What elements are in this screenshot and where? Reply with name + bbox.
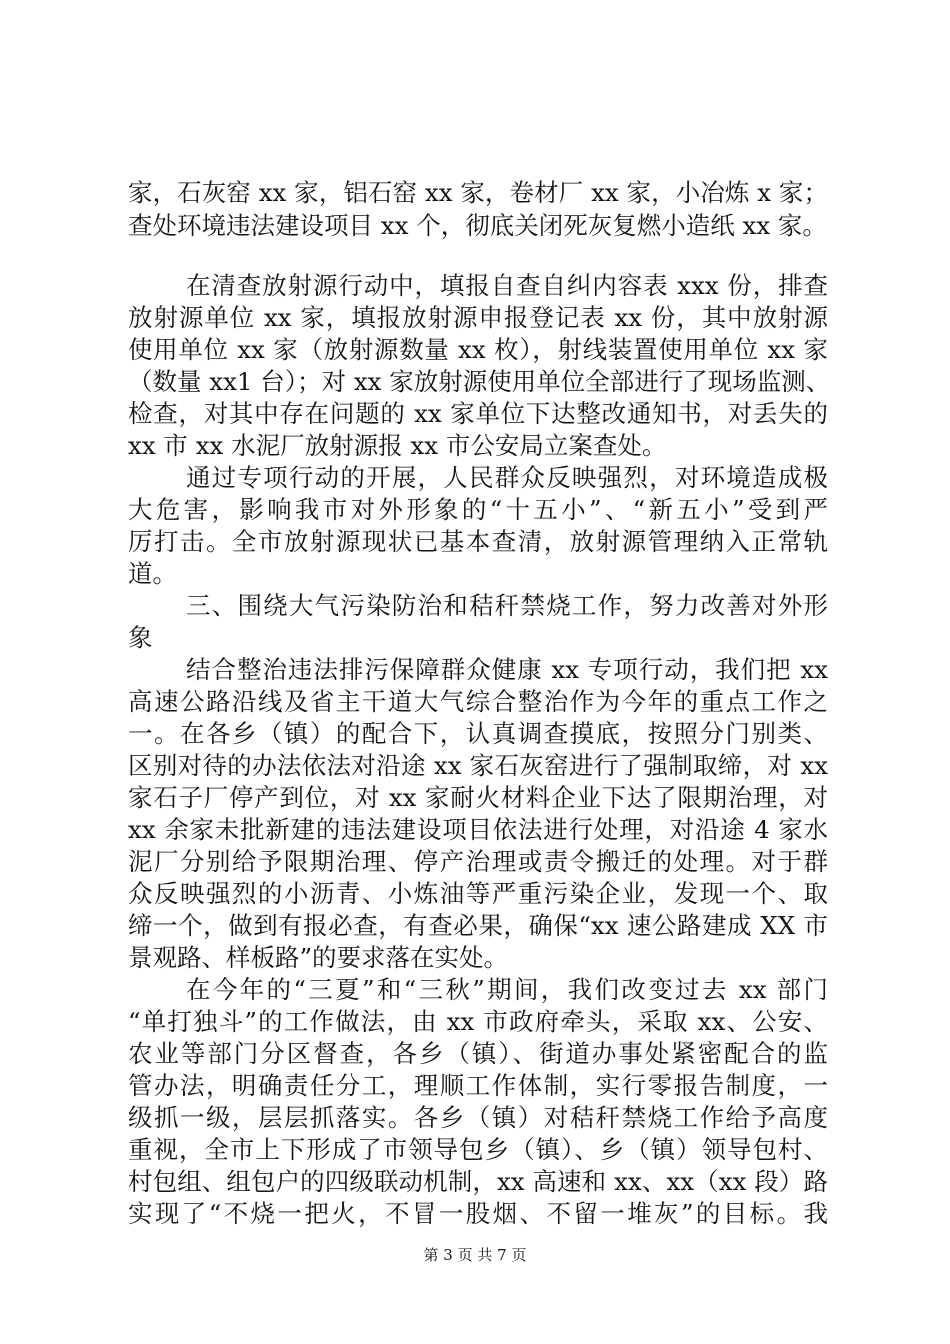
text-line: 泥厂分别给予限期治理、停产治理或责令搬迁的处理。对于群 — [128, 847, 828, 876]
text-line: xx 市 xx 水泥厂放射源报 xx 市公安局立案查处。 — [128, 431, 667, 460]
text-line: 区别对待的办法依法对沿途 xx 家石灰窑进行了强制取缔，对 xx — [128, 751, 828, 780]
text-line: 农业等部门分区督查，各乡（镇）、街道办事处紧密配合的监 — [128, 1039, 828, 1068]
text-line: 在清查放射源行动中，填报自查自纠内容表 xxx 份，排查 — [186, 271, 828, 300]
text-line: 村包组、组包户的四级联动机制，xx 高速和 xx、xx（xx 段）路 — [128, 1167, 828, 1196]
text-line: 高速公路沿线及省主干道大气综合整治作为今年的重点工作之 — [128, 687, 828, 716]
section-heading-line: 象 — [128, 623, 153, 652]
text-line: 道。 — [128, 559, 177, 588]
text-line: 一。在各乡（镇）的配合下，认真调查摸底，按照分门别类、 — [128, 719, 828, 748]
text-line: 使用单位 xx 家（放射源数量 xx 枚），射线装置使用单位 xx 家 — [128, 335, 828, 364]
text-line: 众反映强烈的小沥青、小炼油等严重污染企业，发现一个、取 — [128, 879, 828, 908]
text-line: 家石子厂停产到位，对 xx 家耐火材料企业下达了限期治理，对 — [128, 783, 828, 812]
text-line: 景观路、样板路”的要求落在实处。 — [128, 943, 509, 972]
text-line: xx 余家未批新建的违法建设项目依法进行处理，对沿途 4 家水 — [128, 815, 828, 844]
text-line: “单打独斗”的工作做法，由 xx 市政府牵头，采取 xx、公安、 — [128, 1007, 828, 1036]
text-line: 实现了“不烧一把火，不冒一股烟、不留一堆灰”的目标。我 — [128, 1199, 828, 1228]
page-number-footer: 第 3 页 共 7 页 — [423, 1246, 527, 1264]
text-line: 缔一个，做到有报必查，有查必果，确保“xx 速公路建成 XX 市 — [128, 911, 828, 940]
section-heading-line: 三、围绕大气污染防治和秸秆禁烧工作，努力改善对外形 — [186, 591, 828, 620]
text-line: 家，石灰窑 xx 家，铝石窑 xx 家，卷材厂 xx 家，小冶炼 x 家； — [128, 178, 828, 207]
text-line: 结合整治违法排污保障群众健康 xx 专项行动，我们把 xx — [186, 655, 828, 684]
text-line: （数量 xx1 台）；对 xx 家放射源使用单位全部进行了现场监测、 — [128, 367, 831, 396]
text-line: 检查，对其中存在问题的 xx 家单位下达整改通知书，对丢失的 — [128, 399, 828, 428]
text-line: 查处环境违法建设项目 xx 个，彻底关闭死灰复燃小造纸 xx 家。 — [128, 211, 827, 240]
text-line: 在今年的“三夏”和“三秋”期间，我们改变过去 xx 部门 — [186, 975, 828, 1004]
text-line: 通过专项行动的开展，人民群众反映强烈，对环境造成极 — [186, 463, 828, 492]
text-line: 放射源单位 xx 家，填报放射源申报登记表 xx 份，其中放射源 — [128, 303, 828, 332]
text-line: 管办法，明确责任分工，理顺工作体制，实行零报告制度，一 — [128, 1071, 828, 1100]
text-line: 厉打击。全市放射源现状已基本查清，放射源管理纳入正常轨 — [128, 527, 828, 556]
text-line: 级抓一级，层层抓落实。各乡（镇）对秸秆禁烧工作给予高度 — [128, 1103, 828, 1132]
text-line: 大危害，影响我市对外形象的“十五小”、“新五小”受到严 — [128, 495, 828, 524]
text-line: 重视，全市上下形成了市领导包乡（镇）、乡（镇）领导包村、 — [128, 1135, 828, 1164]
